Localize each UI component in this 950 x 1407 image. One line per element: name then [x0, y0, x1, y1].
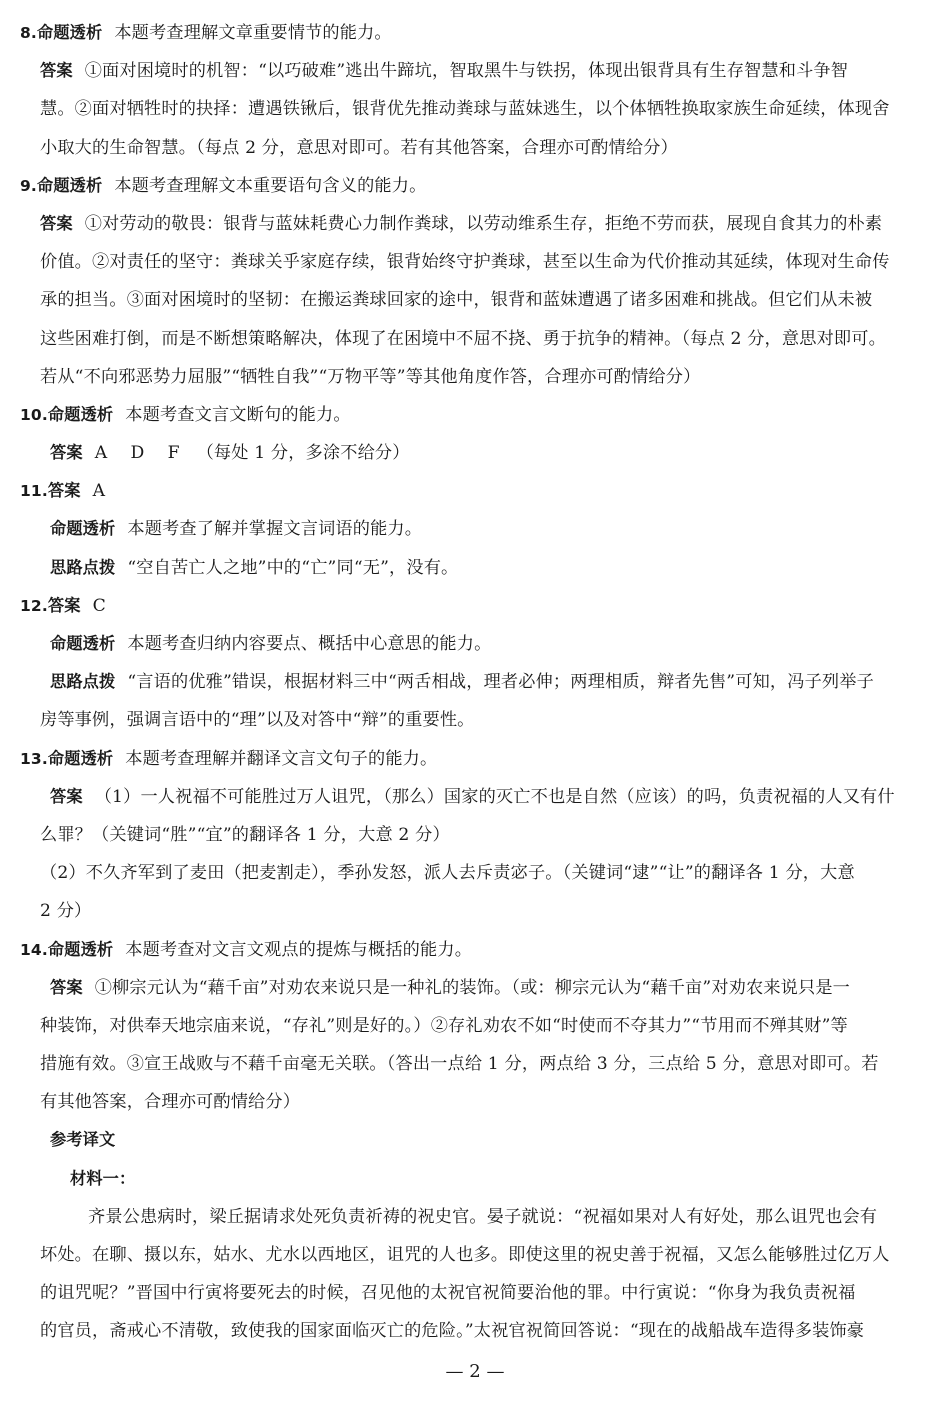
material-one-heading — [20, 1160, 932, 1198]
q9-analysis-text: 本题考查理解文本重要语句含义的能力。 — [114, 175, 427, 196]
q10-analysis-label: 命题透析 — [47, 404, 114, 424]
q8-answer-line-1 — [20, 52, 932, 90]
material-one-label: 材料一： — [70, 1168, 136, 1188]
q13-answer-text: （1）一人祝福不可能胜过万人诅咒，（那么）国家的灭亡不也是自然（应该）的吗，负责祝福的人又有什 — [94, 786, 895, 807]
q13-answer-label: 答案 — [50, 786, 83, 806]
q14-answer-line-3: 措施有效。③宣王战败与不藉千亩毫无关联。（答出一点给 1 分，两点给 3 分，三点给 5 分，意思对即可。若 — [40, 1054, 879, 1075]
q9-number: 9. — [20, 176, 37, 195]
q10-answer-note: （每处 1 分，多涂不给分） — [196, 443, 410, 464]
translation-heading — [20, 1121, 932, 1159]
q9-answer-line-2: 价值。②对责任的坚守：粪球关乎家庭存续，银背始终守护粪球，甚至以生命为代价推动其延续，体现对生命传 — [40, 252, 890, 273]
q10-analysis-text: 本题考查文言文断句的能力。 — [125, 404, 351, 425]
q8-analysis-line — [20, 14, 932, 52]
q11-hint-label: 思路点拨 — [50, 557, 116, 577]
q11-analysis-line — [20, 510, 932, 548]
q10-analysis-line — [20, 396, 932, 434]
q11-hint-line — [20, 549, 932, 587]
q12-number: 12. — [20, 596, 48, 615]
q12-analysis-text: 本题考查归纳内容要点、概括中心意思的能力。 — [127, 634, 492, 654]
q9-answer-line-3: 承的担当。③面对困境时的坚韧：在搬运粪球回家的途中，银背和蓝妹遭遇了诸多困难和挑战。但它们从未被 — [40, 290, 873, 311]
translation-label: 参考译文 — [50, 1130, 116, 1150]
q9-analysis-label: 命题透析 — [36, 175, 103, 195]
q13-answer-line-1 — [20, 778, 932, 816]
q11-answer-option: A — [92, 481, 106, 502]
translation-line-2: 坏处。在聊、摄以东，姑水、尤水以西地区，诅咒的人也多。即使这里的祝史善于祝福，又怎么能够胜过亿万人 — [40, 1245, 890, 1265]
translation-line-4: 的官员，斋戒心不清敬，致使我的国家面临灭亡的危险。”太祝官祝简回答说：“现在的战船战车造得多装饰豪 — [40, 1321, 865, 1342]
q9-answer-label: 答案 — [40, 213, 73, 233]
q12-analysis-line — [20, 625, 932, 663]
q13-analysis-text: 本题考查理解并翻译文言文句子的能力。 — [125, 748, 438, 769]
q14-answer-line-1 — [20, 969, 932, 1007]
q12-analysis-label: 命题透析 — [50, 634, 116, 653]
q10-answer-label: 答案 — [50, 443, 83, 463]
q13-analysis-line — [20, 740, 932, 778]
q13-analysis-label: 命题透析 — [47, 748, 114, 768]
q13-answer-line-2: 么罪？（关键词“胜”“宜”的翻译各 1 分，大意 2 分） — [40, 824, 450, 845]
q11-analysis-label: 命题透析 — [50, 519, 116, 539]
q8-answer-text: ①面对困境时的机智：“以巧破难”逃出牛蹄坑，智取黑牛与铁拐，体现出银背具有生存智慧和斗争智 — [84, 61, 849, 82]
q8-number: 8. — [20, 24, 37, 42]
q14-analysis-label: 命题透析 — [47, 939, 114, 959]
q9-answer-line-1 — [20, 205, 932, 243]
q12-hint-text: “言语的优雅”错误，根据材料三中“两舌相战，理者必伸；两理相质，辩者先售”可知，冯子列举子 — [127, 672, 874, 693]
q13-answer-line-3: （2）不久齐军到了麦田（把麦割走），季孙发怒，派人去斥责宓子。（关键词“逮”“让”的翻译各 1 分，大意 — [40, 863, 855, 884]
q14-analysis-line — [20, 931, 932, 969]
q8-analysis-label: 命题透析 — [36, 23, 103, 42]
q11-number: 11. — [20, 482, 48, 501]
q9-analysis-line — [20, 167, 932, 205]
q8-answer-line-3: 小取大的生命智慧。（每点 2 分，意思对即可。若有其他答案，合理亦可酌情给分） — [40, 137, 678, 158]
translation-line-1: 齐景公患病时，梁丘据请求处死负责祈祷的祝史官。晏子就说：“祝福如果对人有好处，那么诅咒也会有 — [88, 1206, 878, 1227]
q9-answer-text: ①对劳动的敬畏：银背与蓝妹耗费心力制作粪球，以劳动维系生存，拒绝不劳而获，展现自食其力的朴素 — [84, 213, 883, 234]
q14-answer-label: 答案 — [50, 977, 83, 997]
q10-answer-line — [20, 434, 932, 472]
answer-page — [20, 14, 932, 1351]
q14-answer-line-2: 种装饰，对供奉天地宗庙来说，“存礼”则是好的。）②存礼劝农不如“时使而不夺其力”“节用而不殚其财”等 — [40, 1015, 848, 1036]
q8-analysis-text: 本题考查理解文章重要情节的能力。 — [114, 23, 392, 43]
q13-number: 13. — [20, 749, 48, 768]
q12-hint-line-1 — [20, 663, 932, 701]
q13-answer-line-4: 2 分） — [40, 901, 92, 922]
q9-answer-line-5: 若从“不向邪恶势力屈服”“牺牲自我”“万物平等”等其他角度作答，合理亦可酌情给分） — [40, 366, 701, 387]
translation-line-3: 的诅咒呢？”晋国中行寅将要死去的时候，召见他的太祝官祝简要治他的罪。中行寅说：“你身为我负责祝福 — [40, 1283, 856, 1304]
q12-answer-option: C — [92, 595, 106, 616]
q12-hint-label: 思路点拨 — [50, 672, 116, 692]
q10-answer-options: A D F — [94, 443, 180, 464]
q12-answer-label: 答案 — [47, 595, 81, 615]
q11-hint-text: “空自苦亡人之地”中的“亡”同“无”，没有。 — [127, 557, 459, 578]
q14-analysis-text: 本题考查对文言文观点的提炼与概括的能力。 — [125, 939, 473, 960]
q14-number: 14. — [20, 940, 48, 959]
q14-answer-text: ①柳宗元认为“藉千亩”对劝农来说只是一种礼的装饰。（或：柳宗元认为“藉千亩”对劝农来说只是一 — [94, 977, 851, 998]
q14-answer-line-4: 有其他答案，合理亦可酌情给分） — [40, 1092, 301, 1113]
q11-answer-label: 答案 — [47, 481, 81, 501]
q11-analysis-text: 本题考查了解并掌握文言词语的能力。 — [127, 519, 423, 540]
q11-answer-line — [20, 472, 932, 510]
q12-answer-line — [20, 587, 932, 625]
q9-answer-line-4: 这些困难打倒，而是不断想策略解决，体现了在困境中不屈不挠、勇于抗争的精神。（每点 2 分，意思对即可。 — [40, 328, 886, 349]
page-number: — 2 — — [445, 1361, 505, 1382]
q8-answer-label: 答案 — [40, 61, 73, 81]
q8-answer-line-2: 慧。②面对牺牲时的抉择：遭遇铁锹后，银背优先推动粪球与蓝妹逃生，以个体牺牲换取家族生命延续，体现舍 — [40, 99, 890, 120]
q10-number: 10. — [20, 405, 48, 424]
q12-hint-line-2: 房等事例，强调言语中的“理”以及对答中“辩”的重要性。 — [40, 710, 475, 731]
